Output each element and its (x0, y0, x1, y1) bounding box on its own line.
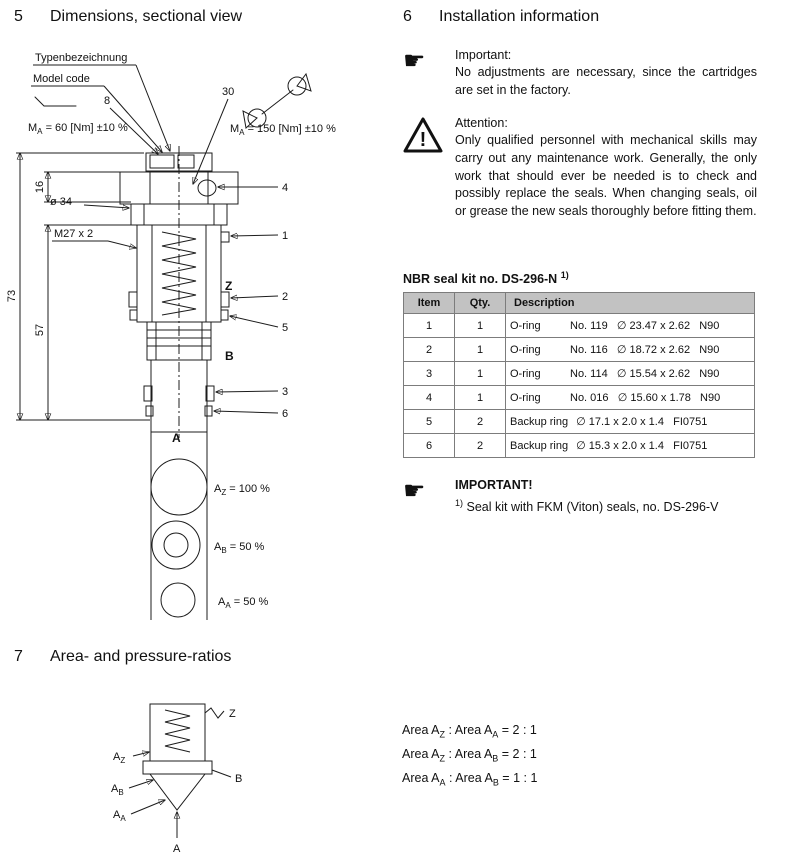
callouts (214, 182, 288, 420)
torque-left-label: $M_A = 60$ [Nm] ±10 % (28, 122, 128, 136)
table-row (404, 410, 755, 434)
cell-item: 5 (404, 410, 455, 434)
table-row (404, 386, 755, 410)
area-aa-label: $A_A = 50$ % (218, 596, 269, 610)
seal-item-1 (221, 232, 229, 242)
cell-description: Backup ring ∅ 17.1 x 2.0 x 1.4 FI0751 (506, 410, 755, 434)
zone-z-label: Z (225, 279, 233, 293)
callout-3: 3 (282, 386, 289, 398)
important-text: No adjustments are necessary, since the cartridges are set in the factory. (455, 65, 757, 97)
seal-item-6-left (146, 406, 153, 416)
table-row (404, 362, 755, 386)
dim-16-label: 16 (34, 180, 46, 194)
section-6-title: Installation information (439, 8, 600, 25)
ratio-line-2: Area $A_Z$ : Area $A_B = 2$ : 1 (402, 747, 537, 764)
zone-b-label: B (225, 349, 234, 363)
callout-2: 2 (282, 291, 289, 303)
symbol-body (143, 704, 231, 838)
seal-item-6 (205, 406, 212, 416)
important2-title: IMPORTANT! (455, 478, 533, 492)
dim-d34-label: ø 34 (50, 196, 73, 208)
typenbezeichnung-label: Typenbezeichnung (35, 52, 128, 64)
symbol-az-label: $A_Z$ (113, 751, 126, 765)
section-5-heading (14, 8, 242, 26)
seal-item-2-left (129, 292, 137, 307)
cell-qty: 1 (455, 314, 506, 338)
area-aa-circle (161, 583, 195, 617)
cell-qty: 2 (455, 434, 506, 458)
pointing-hand-icon: ☛ (403, 47, 426, 75)
important-title: Important: (455, 48, 512, 62)
important-footnote-block (403, 478, 757, 527)
sectional-view-drawing (0, 38, 395, 653)
seal-item-4 (198, 180, 216, 196)
table-row (404, 338, 755, 362)
dim-8-label: 8 (104, 95, 111, 107)
port-b-line (212, 770, 231, 777)
symbol-aa-label: $A_A$ (113, 809, 126, 823)
attention-text: Only qualified personnel with mechanical skills may carry out any maintenance work. Generally, the only work that should ever be needed is to check and possibly replace the seals. When changing seals, oil or grease the new seals thoroughly before fitting them. (455, 133, 757, 218)
thread-label: M27 x 2 (54, 228, 94, 240)
important-note (403, 48, 757, 100)
section-5-title: Dimensions, sectional view (50, 8, 243, 25)
symbol-z-label: Z (229, 708, 236, 720)
callout-1: 1 (282, 230, 289, 242)
cell-qty: 1 (455, 338, 506, 362)
seal-kit-footnote: $^{1)}$ Seal kit with FKM (Viton) seals, no. DS-296-V (455, 498, 719, 515)
dim-57 (34, 225, 131, 420)
attention-title: Attention: (455, 116, 508, 130)
seal-kit-table (403, 292, 755, 458)
seal-item-5-left (130, 310, 137, 320)
callout-4: 4 (282, 182, 289, 194)
area-ratio-list (402, 718, 537, 790)
warning-triangle-icon (403, 117, 443, 154)
col-item: Item (404, 293, 455, 314)
cell-description: Backup ring ∅ 15.3 x 2.0 x 1.4 FI0751 (506, 434, 755, 458)
wrench-icon (243, 74, 311, 128)
dim-30-label: 30 (222, 86, 235, 98)
callout-5: 5 (282, 322, 289, 334)
seal-kit-footnote-ref: 1) (560, 270, 569, 280)
seal-kit-title: NBR seal kit no. DS-296-N $^{1)}$ (403, 270, 569, 287)
allen-key-icon (35, 97, 76, 106)
dim-73-label: 73 (6, 289, 18, 303)
col-description: Description (506, 293, 755, 314)
dim-16 (34, 172, 131, 202)
seal-item-5 (221, 310, 228, 320)
area-az-circle (151, 459, 207, 515)
area-az-label: $A_Z = 100$ % (214, 483, 270, 497)
area-ab-ring (152, 521, 200, 569)
attention-icon-col (403, 116, 445, 221)
ratio-line-3: Area $A_A$ : Area $A_B = 1$ : 1 (402, 771, 538, 788)
pointing-hand-icon: ☛ (403, 477, 426, 505)
table-row (404, 314, 755, 338)
important-icon-col (403, 48, 445, 100)
table-header-row (404, 293, 755, 314)
dim-73 (6, 153, 150, 420)
area-circles (151, 459, 207, 617)
seal-item-2 (221, 292, 229, 307)
zone-a-label: A (172, 431, 181, 445)
cell-description: O-ring No. 016 ∅ 15.60 x 1.78 N90 (506, 386, 755, 410)
svg-text:!: ! (419, 129, 427, 151)
cell-description: O-ring No. 114 ∅ 15.54 x 2.62 N90 (506, 362, 755, 386)
col-qty: Qty. (455, 293, 506, 314)
cell-description: O-ring No. 116 ∅ 18.72 x 2.62 N90 (506, 338, 755, 362)
ratio-line-1: Area $A_Z$ : Area $A_A = 2$ : 1 (402, 723, 537, 740)
cell-item: 2 (404, 338, 455, 362)
table-row (404, 434, 755, 458)
symbol-spring (165, 710, 190, 752)
poppet-cone (150, 774, 205, 810)
cell-item: 1 (404, 314, 455, 338)
pilot-z-squiggle (205, 708, 224, 718)
section-7-number: 7 (14, 648, 23, 665)
cell-qty: 1 (455, 386, 506, 410)
cell-item: 4 (404, 386, 455, 410)
symbol-area-labels (111, 751, 165, 823)
symbol-b-label: B (235, 773, 243, 785)
cell-item: 6 (404, 434, 455, 458)
symbol-ab-label: $A_B$ (111, 783, 124, 797)
symbol-a-label: A (173, 843, 181, 855)
cell-qty: 1 (455, 362, 506, 386)
cell-item: 3 (404, 362, 455, 386)
section-5-number: 5 (14, 8, 23, 25)
valve-symbol-diagram (95, 692, 395, 862)
thread-label-group (52, 228, 136, 248)
dim-57-label: 57 (34, 323, 46, 337)
section-6-heading (403, 8, 599, 26)
area-ab-label: $A_B = 50$ % (214, 541, 265, 555)
cell-description: O-ring No. 119 ∅ 23.47 x 2.62 N90 (506, 314, 755, 338)
dim-30 (193, 86, 234, 184)
model-code-callout (31, 52, 170, 152)
attention-note (403, 116, 757, 221)
torque-right-label: $M_A = 150$ [Nm] ±10 % (230, 123, 336, 137)
cell-qty: 2 (455, 410, 506, 434)
model-code-label: Model code (33, 73, 90, 85)
callout-6: 6 (282, 408, 289, 420)
section-6-number: 6 (403, 8, 412, 25)
section-7-title: Area- and pressure-ratios (50, 648, 232, 665)
important2-icon-col (403, 478, 445, 527)
